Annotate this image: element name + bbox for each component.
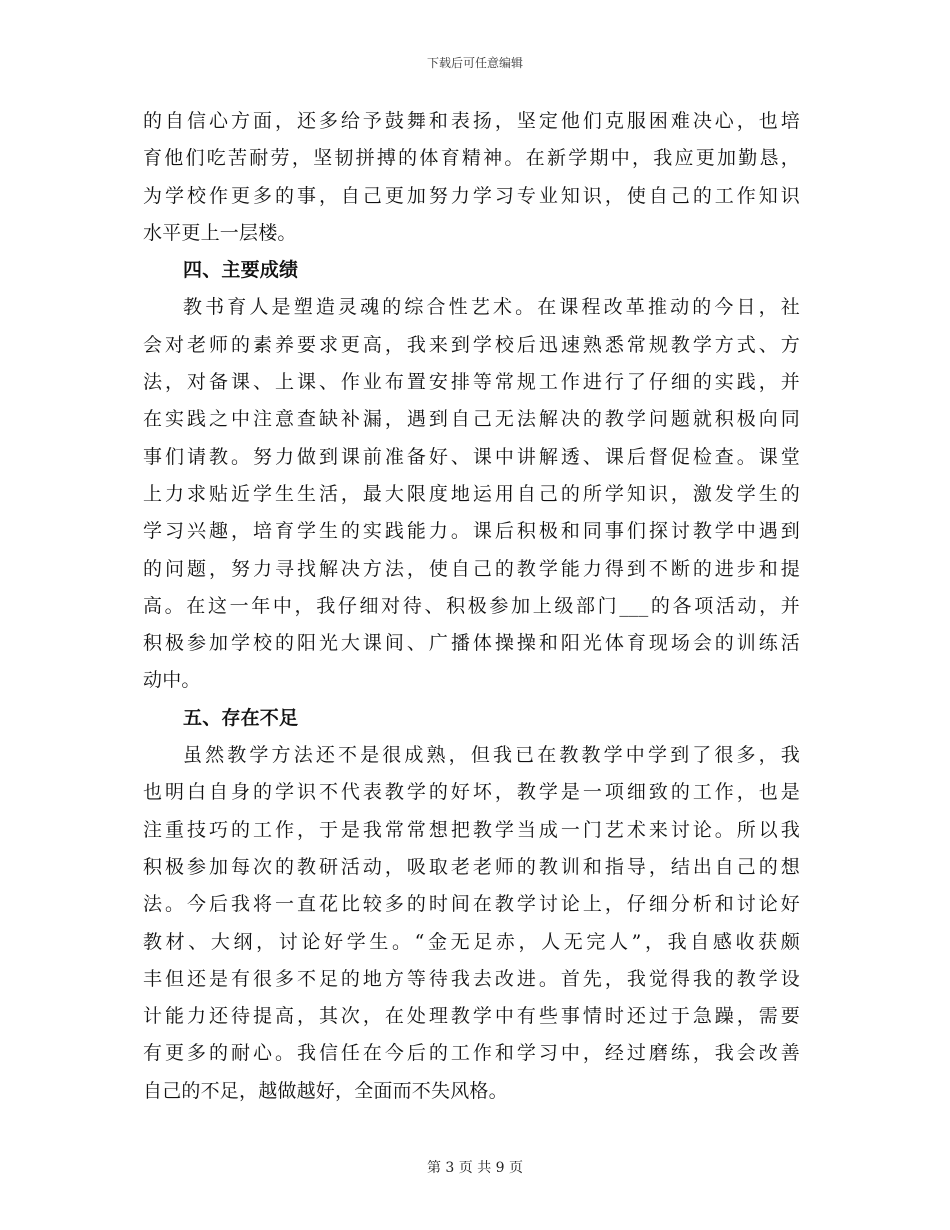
text-line: 教材、大纲，讨论好学生。“金无足赤，人无完人”，我自感收获颇 xyxy=(143,930,800,953)
section-heading-achievements: 四、主要成绩 xyxy=(183,259,299,282)
text-line: 水平更上一层楼。 xyxy=(143,221,297,244)
text-line: 学习兴趣，培育学生的实践能力。课后积极和同事们探讨教学中遇到 xyxy=(143,520,800,543)
text-line: 教书育人是塑造灵魂的综合性艺术。在课程改革推动的今日，社 xyxy=(183,296,800,319)
text-line: 的自信心方面，还多给予鼓舞和表扬，坚定他们克服困难决心，也培 xyxy=(143,110,800,132)
text-line: 动中。 xyxy=(143,669,201,692)
text-line: 事们请教。努力做到课前准备好、课中讲解透、课后督促检查。课堂 xyxy=(143,445,800,468)
text-line: 注重技巧的工作，于是我常常想把教学当成一门艺术来讨论。所以我 xyxy=(143,818,800,841)
page-number: 第 3 页 共 9 页 xyxy=(426,1160,524,1176)
text-line: 为学校作更多的事，自己更加努力学习专业知识，使自己的工作知识 xyxy=(143,184,800,207)
text-line: 积极参加学校的阳光大课间、广播体操操和阳光体育现场会的训练活 xyxy=(143,632,800,655)
paragraph-shortcomings xyxy=(143,737,800,1110)
text-line: 法。今后我将一直花比较多的时间在教学讨论上，仔细分析和讨论好 xyxy=(143,893,800,916)
paragraph-continued xyxy=(143,103,800,252)
text-line: 有更多的耐心。我信任在今后的工作和学习中，经过磨练，我会改善 xyxy=(143,1042,800,1065)
text-line: 高。在这一年中，我仔细对待、积极参加上级部门___的各项活动，并 xyxy=(143,594,800,617)
text-line: 自己的不足，越做越好，全面而不失风格。 xyxy=(143,1079,508,1102)
text-line: 积极参加每次的教研活动，吸取老老师的教训和指导，结出自己的想 xyxy=(143,855,800,878)
document-body xyxy=(143,103,800,1110)
text-line: 的问题，努力寻找解决方法，使自己的教学能力得到不断的进步和提 xyxy=(143,557,800,580)
text-line: 在实践之中注意查缺补漏，遇到自己无法解决的教学问题就积极向同 xyxy=(143,408,800,431)
text-line: 计能力还待提高，其次，在处理教学中有些事情时还过于急躁，需要 xyxy=(143,1005,800,1028)
text-line: 上力求贴近学生生活，最大限度地运用自己的所学知识，激发学生的 xyxy=(143,482,800,505)
text-line: 也明白自身的学识不代表教学的好坏，教学是一项细致的工作，也是 xyxy=(143,781,800,804)
text-line: 育他们吃苦耐劳，坚韧拼搏的体育精神。在新学期中，我应更加勤恳， xyxy=(143,147,800,170)
text-line: 虽然教学方法还不是很成熟，但我已在教教学中学到了很多，我 xyxy=(183,744,800,767)
paragraph-achievements xyxy=(143,289,800,699)
text-line: 法，对备课、上课、作业布置安排等常规工作进行了仔细的实践，并 xyxy=(143,371,800,394)
section-heading-shortcomings: 五、存在不足 xyxy=(183,706,299,729)
page-header: 下载后可任意编辑 xyxy=(426,56,523,70)
text-line: 丰但还是有很多不足的地方等待我去改进。首先，我觉得我的教学设 xyxy=(143,967,800,990)
text-line: 会对老师的素养要求更高，我来到学校后迅速熟悉常规教学方式、方 xyxy=(143,333,800,356)
